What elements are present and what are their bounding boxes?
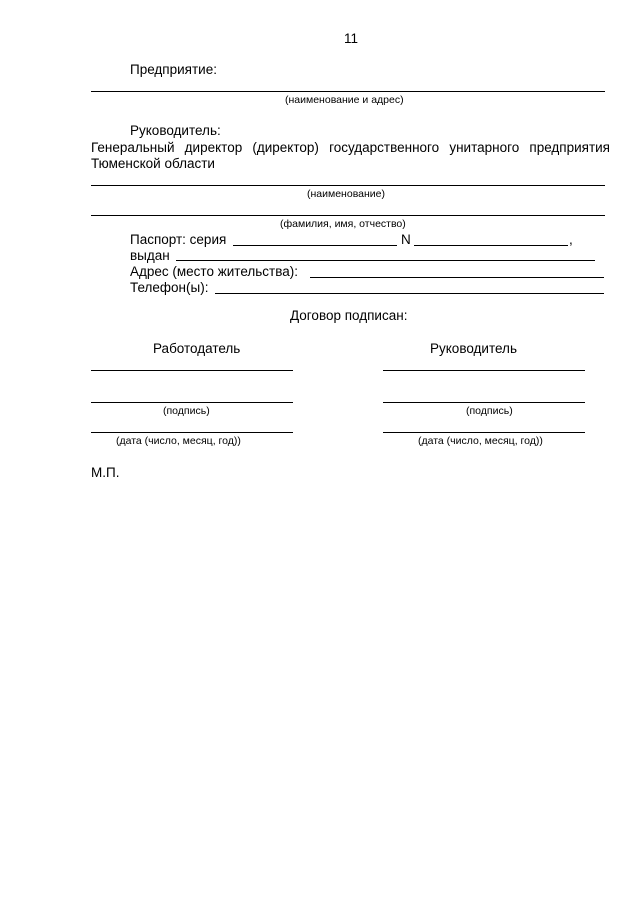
passport-series-label: Паспорт: серия <box>130 232 227 247</box>
head-signature-line[interactable] <box>383 402 585 403</box>
employer-date-line[interactable] <box>91 432 293 433</box>
page-number: 11 <box>344 31 359 46</box>
contract-signed-heading: Договор подписан: <box>290 308 408 323</box>
passport-issued-label: выдан <box>130 248 170 263</box>
employer-date-caption: (дата (число, месяц, год)) <box>116 435 241 447</box>
head-date-line[interactable] <box>383 432 585 433</box>
head-name-line[interactable] <box>383 370 585 371</box>
head-position-line1: Генеральный директор (директор) государственного унитарного предприятия <box>91 140 610 155</box>
enterprise-label: Предприятие: <box>130 62 217 77</box>
employer-signature-caption: (подпись) <box>163 405 210 417</box>
employer-name-line[interactable] <box>91 370 293 371</box>
address-field-line[interactable] <box>310 277 604 278</box>
phone-field-line[interactable] <box>215 293 604 294</box>
employer-signature-line[interactable] <box>91 402 293 403</box>
head-fio-field-line[interactable] <box>91 215 605 216</box>
phone-label: Телефон(ы): <box>130 280 209 295</box>
stamp-place: М.П. <box>91 465 120 480</box>
head-date-caption: (дата (число, месяц, год)) <box>418 435 543 447</box>
passport-comma: , <box>569 232 573 247</box>
head-name-field-line[interactable] <box>91 185 605 186</box>
head-label: Руководитель: <box>130 123 221 138</box>
head-signature-title: Руководитель <box>430 341 517 356</box>
head-signature-caption: (подпись) <box>466 405 513 417</box>
passport-number-label: N <box>401 232 411 247</box>
head-fio-caption: (фамилия, имя, отчество) <box>280 218 406 230</box>
passport-number-field-line[interactable] <box>414 245 568 246</box>
passport-issued-field-line[interactable] <box>176 260 595 261</box>
passport-series-field-line[interactable] <box>233 245 397 246</box>
enterprise-field-line[interactable] <box>91 91 605 92</box>
address-label: Адрес (место жительства): <box>130 264 299 279</box>
employer-title: Работодатель <box>153 341 241 356</box>
enterprise-caption: (наименование и адрес) <box>285 94 404 106</box>
head-position-line2: Тюменской области <box>91 156 215 171</box>
head-name-caption: (наименование) <box>307 188 385 200</box>
